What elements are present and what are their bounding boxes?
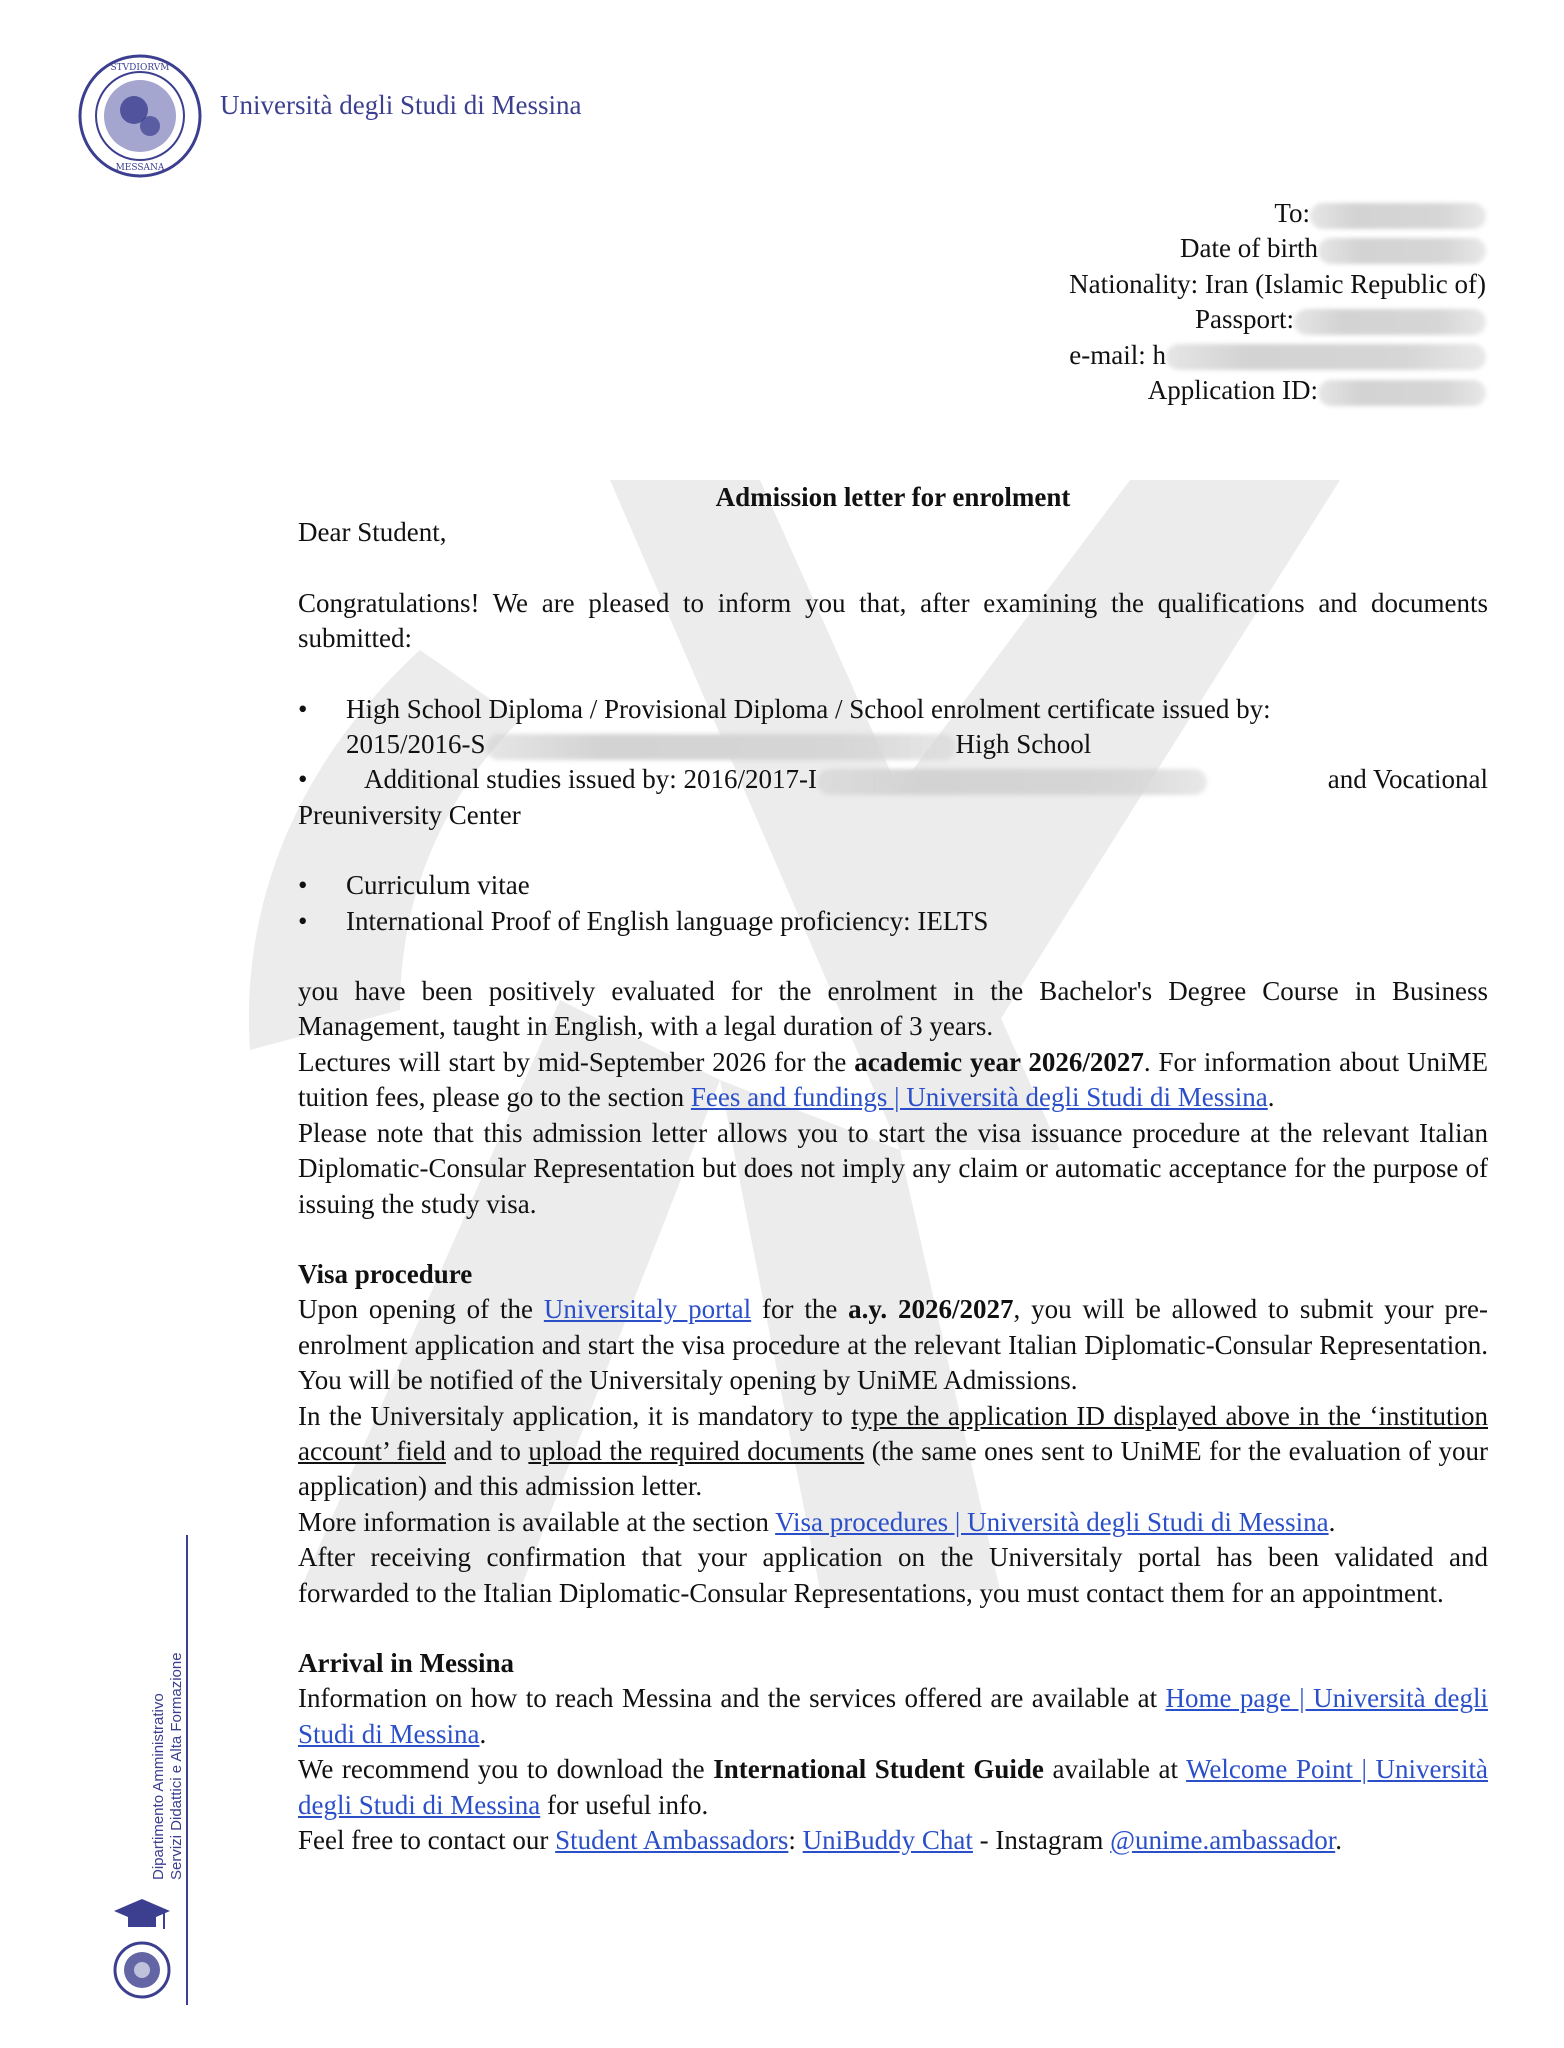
fees-link[interactable]: Fees and fundings | Università degli Studi di Messina <box>690 1082 1268 1113</box>
list-item: • International Proof of English language proficiency: IELTS <box>298 904 1488 939</box>
redaction <box>1310 203 1486 229</box>
lectures-paragraph: Lectures will start by mid-September 2026 for the academic year 2026/2027. For information about UniME tuition fees, please go to the section Fees and fundings | Università degli Studi di Messina. <box>298 1046 1488 1113</box>
graduation-cap-icon <box>112 1895 172 1935</box>
recipient-to: To: <box>1069 196 1486 231</box>
redaction <box>1318 238 1486 264</box>
redaction <box>486 734 956 760</box>
recipient-passport: Passport: <box>1069 302 1486 337</box>
documents-list <box>298 692 1488 763</box>
welcome-point-link[interactable]: Welcome Point | Università degli Studi di Messina <box>298 1754 1488 1820</box>
list-item: • Curriculum vitae <box>298 868 1488 903</box>
visa-paragraph-4: After receiving confirmation that your application on the Universitaly portal has been validated and forwarded to the Italian Diplomatic-Consular Representations, you must contact them for an appointment. <box>298 1542 1488 1608</box>
visa-procedures-link[interactable]: Visa procedures | Università degli Studi di Messina <box>775 1506 1329 1537</box>
svg-text:STVDIORVM: STVDIORVM <box>110 63 170 73</box>
home-page-link[interactable]: Home page | Università degli Studi di Messina <box>298 1683 1488 1749</box>
redaction <box>1166 344 1486 370</box>
greeting: Dear Student, <box>298 517 447 548</box>
sidebar-divider <box>186 1535 188 2005</box>
list-item: • High School Diploma / Provisional Diploma / School enrolment certificate issued by: 2015/2016-S High School <box>298 692 1488 763</box>
universitaly-portal-link[interactable]: Universitaly portal <box>543 1294 752 1325</box>
evaluation-paragraph: you have been positively evaluated for the enrolment in the Bachelor's Degree Course in Business Management, taught in English, with a legal duration of 3 years. <box>298 976 1488 1042</box>
recipient-email: e-mail: h <box>1069 338 1486 373</box>
recipient-block <box>1069 196 1486 408</box>
unibuddy-chat-link[interactable]: UniBuddy Chat <box>802 1825 973 1855</box>
university-seal-logo <box>76 52 204 180</box>
recipient-dob: Date of birth <box>1069 231 1486 266</box>
arrival-paragraph-2: We recommend you to download the International Student Guide available at Welcome Point | Università degli Studi di Messina for useful info. <box>298 1754 1488 1820</box>
letter-body <box>298 480 1488 1858</box>
student-ambassadors-link[interactable]: Student Ambassadors <box>555 1825 789 1855</box>
arrival-paragraph-1: Information on how to reach Messina and the services offered are available at Home page | Università degli Studi di Messina. <box>298 1683 1488 1749</box>
visa-heading: Visa procedure <box>298 1258 473 1289</box>
visa-paragraph-1: Upon opening of the Universitaly portal for the a.y. 2026/2027, you will be allowed to submit your pre-enrolment application and start the visa procedure at the relevant Italian Diplomatic-Consular Representation. You will be notified of the Universitaly opening by UniME Admissions. <box>298 1294 1488 1396</box>
university-name: Università degli Studi di Messina <box>220 90 582 120</box>
arrival-heading: Arrival in Messina <box>298 1647 514 1678</box>
list-item: • Additional studies issued by: 2016/2017-I and Vocational Preuniversity Center <box>298 764 1488 830</box>
note-paragraph: Please note that this admission letter allows you to start the visa issuance procedure at the relevant Italian Diplomatic-Consular Representation but does not imply any claim or automatic acceptance for the purpose of issuing the study visa. <box>298 1117 1488 1219</box>
department-label: Dipartimento Amministrativo Servizi Didattici e Alta Formazione <box>150 1652 185 1880</box>
redaction <box>1318 380 1486 406</box>
redaction <box>1294 309 1486 335</box>
arrival-paragraph-3: Feel free to contact our Student Ambassadors: UniBuddy Chat - Instagram @unime.ambassador. <box>298 1825 1342 1855</box>
visa-paragraph-3: More information is available at the section Visa procedures | Università degli Studi di Messina. <box>298 1506 1336 1537</box>
svg-text:MESSANA: MESSANA <box>115 163 165 173</box>
instagram-link[interactable]: @unime.ambassador <box>1110 1825 1336 1855</box>
letter-title: Admission letter for enrolment <box>715 482 1071 512</box>
recipient-nationality: Nationality: Iran (Islamic Republic of) <box>1069 268 1486 299</box>
department-seal-icon <box>112 1940 172 2000</box>
visa-paragraph-2: In the Universitaly application, it is mandatory to type the application ID displayed above in the ‘institution account’ field and to upload the required documents (the same ones sent to UniME for the evaluation of your application) and this admission letter. <box>298 1400 1488 1502</box>
recipient-application-id: Application ID: <box>1069 373 1486 408</box>
documents-list-2 <box>298 868 1488 939</box>
redaction <box>817 769 1207 795</box>
intro-paragraph: Congratulations! We are pleased to inform you that, after examining the qualifications and documents submitted: <box>298 587 1488 654</box>
